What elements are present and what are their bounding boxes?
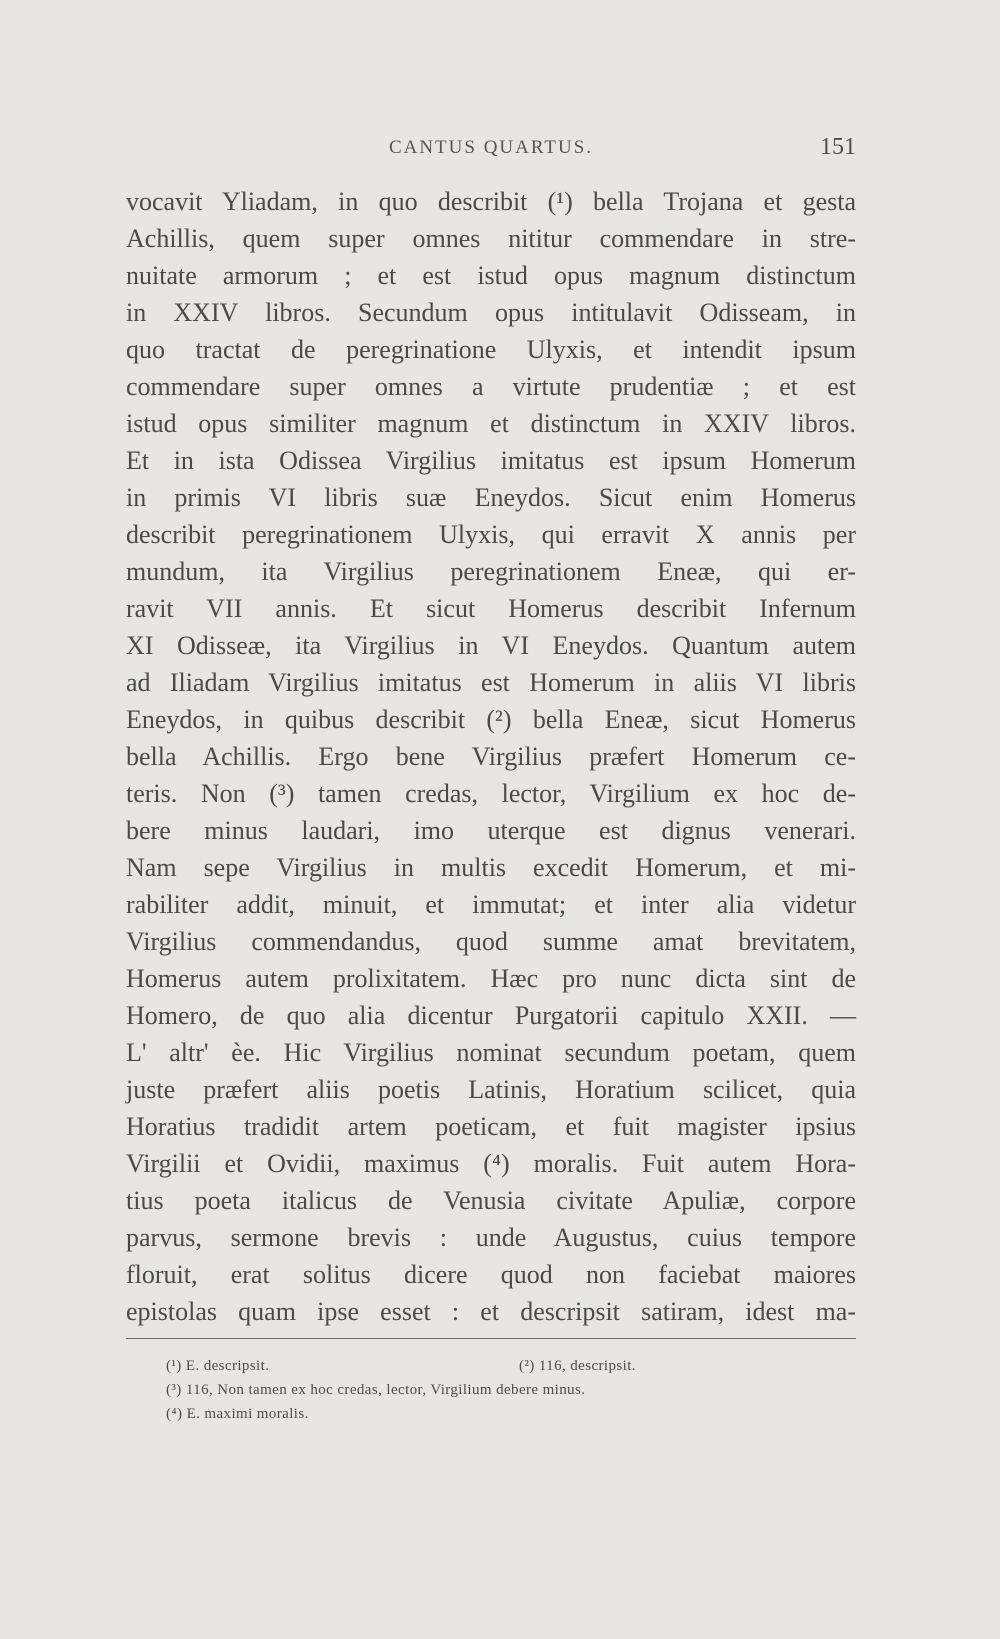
text-line: Achillis, quem super omnes nititur commendare in stre- bbox=[126, 224, 856, 253]
text-line: Virgilius commendandus, quod summe amat brevitatem, bbox=[126, 927, 856, 956]
running-title: CANTUS QUARTUS. bbox=[388, 137, 594, 158]
footnote-row bbox=[166, 1378, 856, 1402]
footnote-row bbox=[166, 1402, 856, 1426]
footnote-divider bbox=[126, 1338, 856, 1339]
text-line: Homerus autem prolixitatem. Hæc pro nunc dicta sint de bbox=[126, 964, 856, 993]
text-line: describit peregrinationem Ulyxis, qui erravit X annis per bbox=[126, 520, 856, 549]
text-line: in XXIV libros. Secundum opus intitulavit Odisseam, in bbox=[126, 298, 856, 327]
text-line: commendare super omnes a virtute prudentiæ ; et est bbox=[126, 372, 856, 401]
text-line: teris. Non (³) tamen credas, lector, Virgilium ex hoc de- bbox=[126, 779, 856, 808]
text-line: parvus, sermone brevis : unde Augustus, cuius tempore bbox=[126, 1223, 856, 1252]
text-line: Et in ista Odissea Virgilius imitatus est ipsum Homerum bbox=[126, 446, 856, 475]
footnote-2: (²) 116, descripsit. bbox=[519, 1358, 636, 1374]
text-line: bere minus laudari, imo uterque est dignus venerari. bbox=[126, 816, 856, 845]
text-line: vocavit Yliadam, in quo describit (¹) bella Trojana et gesta bbox=[126, 187, 856, 216]
text-line: floruit, erat solitus dicere quod non faciebat maiores bbox=[126, 1260, 856, 1289]
text-line: quo tractat de peregrinatione Ulyxis, et intendit ipsum bbox=[126, 335, 856, 364]
text-line: in primis VI libris suæ Eneydos. Sicut enim Homerus bbox=[126, 483, 856, 512]
text-line: nuitate armorum ; et est istud opus magnum distinctum bbox=[126, 261, 856, 290]
text-line: Horatius tradidit artem poeticam, et fuit magister ipsius bbox=[126, 1112, 856, 1141]
text-line: juste præfert aliis poetis Latinis, Horatium scilicet, quia bbox=[126, 1075, 856, 1104]
text-line: epistolas quam ipse esset : et descripsit satiram, idest ma- bbox=[126, 1297, 856, 1326]
text-line: mundum, ita Virgilius peregrinationem Eneæ, qui er- bbox=[126, 557, 856, 586]
footnotes bbox=[166, 1354, 856, 1426]
text-line: L' altr' èe. Hic Virgilius nominat secundum poetam, quem bbox=[126, 1038, 856, 1067]
text-line: XI Odisseæ, ita Virgilius in VI Eneydos. Quantum autem bbox=[126, 631, 856, 660]
text-line: Homero, de quo alia dicentur Purgatorii capitulo XXII. — bbox=[126, 1001, 856, 1030]
footnote-1: (¹) E. descripsit. bbox=[166, 1358, 270, 1374]
footnote-3: (³) 116, Non tamen ex hoc credas, lector, Virgilium debere minus. bbox=[166, 1382, 586, 1398]
text-line: rabiliter addit, minuit, et immutat; et inter alia videtur bbox=[126, 890, 856, 919]
text-line: Nam sepe Virgilius in multis excedit Homerum, et mi- bbox=[126, 853, 856, 882]
text-line: ad Iliadam Virgilius imitatus est Homerum in aliis VI libris bbox=[126, 668, 856, 697]
footnote-4: (⁴) E. maximi moralis. bbox=[166, 1406, 309, 1422]
text-line: ravit VII annis. Et sicut Homerus describit Infernum bbox=[126, 594, 856, 623]
footnote-row bbox=[166, 1354, 856, 1378]
text-line: bella Achillis. Ergo bene Virgilius præfert Homerum ce- bbox=[126, 742, 856, 771]
running-head bbox=[126, 134, 856, 167]
text-line: istud opus similiter magnum et distinctum in XXIV libros. bbox=[126, 409, 856, 438]
page-number: 151 bbox=[820, 134, 856, 160]
text-line: Eneydos, in quibus describit (²) bella Eneæ, sicut Homerus bbox=[126, 705, 856, 734]
text-line: Virgilii et Ovidii, maximus (⁴) moralis. Fuit autem Hora- bbox=[126, 1149, 856, 1178]
text-line: tius poeta italicus de Venusia civitate Apuliæ, corpore bbox=[126, 1186, 856, 1215]
body-text bbox=[126, 183, 856, 1330]
